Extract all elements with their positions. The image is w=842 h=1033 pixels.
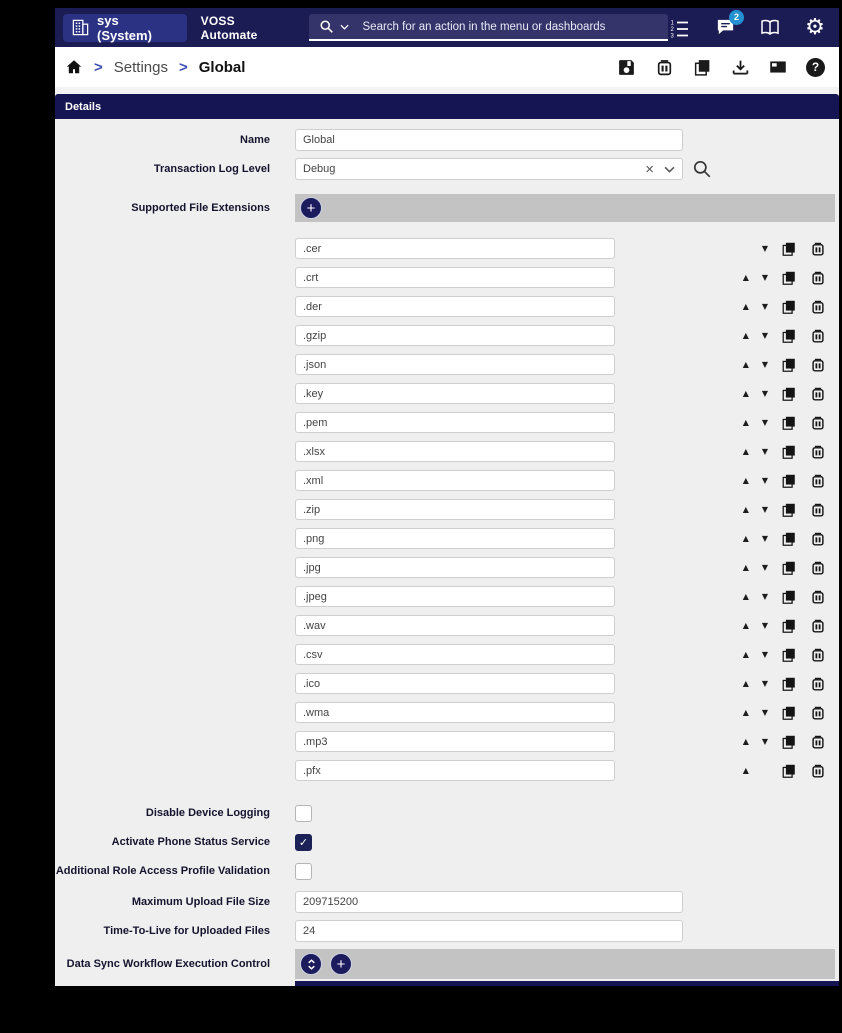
row-controls — [743, 241, 839, 257]
name-input[interactable] — [295, 129, 683, 151]
copy-icon[interactable] — [781, 328, 797, 344]
extension-row — [295, 640, 839, 669]
add-workflow-button[interactable]: + — [330, 953, 352, 975]
delete-icon[interactable] — [810, 734, 826, 750]
extension-row — [295, 582, 839, 611]
field-label: Data Sync Workflow Execution Control — [66, 957, 270, 970]
delete-icon[interactable] — [810, 705, 826, 721]
svg-text:1: 1 — [670, 20, 674, 26]
copy-icon[interactable] — [781, 241, 797, 257]
copy-icon[interactable] — [781, 531, 797, 547]
breadcrumb-settings[interactable]: Settings — [113, 58, 168, 76]
divider — [55, 87, 839, 94]
log-level-select[interactable] — [295, 158, 683, 180]
checkbox-row — [55, 828, 839, 857]
extension-row — [295, 234, 839, 263]
row-controls — [743, 560, 839, 576]
checkbox[interactable] — [295, 863, 312, 880]
extension-input[interactable] — [295, 644, 615, 665]
field-label: Name — [240, 133, 270, 146]
extension-input[interactable] — [295, 238, 615, 259]
extension-row — [295, 524, 839, 553]
copy-icon[interactable] — [781, 676, 797, 692]
topbar-actions — [668, 12, 827, 40]
chat-icon[interactable] — [713, 12, 739, 40]
data-sync-header-row — [55, 949, 839, 979]
move-down-icon[interactable]: ▼ — [761, 272, 768, 282]
copy-icon[interactable] — [781, 415, 797, 431]
extension-input[interactable] — [295, 673, 615, 694]
next-section-bar — [295, 981, 839, 986]
record-toolbar — [616, 57, 829, 77]
move-down-icon[interactable]: ▼ — [761, 446, 768, 456]
row-controls — [743, 328, 839, 344]
copy-icon[interactable] — [781, 386, 797, 402]
delete-icon[interactable] — [810, 763, 826, 779]
move-down-icon[interactable]: ▼ — [761, 243, 768, 253]
tenant-label: sys (System) — [97, 12, 152, 43]
move-up-icon[interactable]: ▲ — [742, 736, 749, 746]
help-icon[interactable]: ? — [806, 58, 825, 77]
move-down-icon[interactable]: ▼ — [761, 388, 768, 398]
notification-badge: 2 — [729, 10, 744, 25]
extension-row — [295, 437, 839, 466]
copy-icon[interactable] — [692, 57, 712, 77]
extension-input[interactable] — [295, 470, 615, 491]
move-up-icon[interactable]: ▲ — [742, 359, 749, 369]
field-label: Time-To-Live for Uploaded Files — [103, 924, 270, 937]
move-down-icon[interactable]: ▼ — [761, 649, 768, 659]
move-up-icon[interactable]: ▲ — [742, 533, 749, 543]
copy-icon[interactable] — [781, 299, 797, 315]
field-label: Additional Role Access Profile Validation — [55, 865, 270, 878]
move-down-icon[interactable]: ▼ — [761, 591, 768, 601]
row-controls — [743, 531, 839, 547]
log-level-field-row — [55, 158, 839, 180]
brand-title: VOSS Automate — [200, 13, 258, 42]
delete-icon[interactable] — [810, 618, 826, 634]
move-down-icon[interactable]: ▼ — [761, 736, 768, 746]
extension-input[interactable] — [295, 760, 615, 781]
checkbox-group — [55, 799, 839, 886]
ttl-input[interactable] — [295, 920, 683, 942]
checkbox-row — [55, 799, 839, 828]
row-controls — [743, 502, 839, 518]
field-label: Disable Device Logging — [145, 807, 270, 820]
move-up-icon[interactable]: ▲ — [742, 504, 749, 514]
extension-row — [295, 756, 839, 785]
extension-row — [295, 350, 839, 379]
copy-icon[interactable] — [781, 444, 797, 460]
move-up-icon[interactable]: ▲ — [742, 475, 749, 485]
data-sync-group-bar — [295, 949, 835, 979]
details-label: Details — [65, 100, 102, 113]
breadcrumb-bar — [55, 47, 839, 87]
chevron-down-icon[interactable] — [664, 166, 675, 173]
copy-icon[interactable] — [781, 763, 797, 779]
row-controls — [743, 647, 839, 663]
delete-icon[interactable] — [810, 444, 826, 460]
copy-icon[interactable] — [781, 734, 797, 750]
move-up-icon[interactable]: ▲ — [742, 591, 749, 601]
extension-input[interactable] — [295, 731, 615, 752]
action-search-input[interactable] — [309, 14, 669, 41]
tab-details[interactable] — [55, 94, 839, 119]
row-controls — [743, 676, 839, 692]
move-down-icon[interactable]: ▼ — [761, 620, 768, 630]
extension-input[interactable] — [295, 383, 615, 404]
name-field-row — [55, 129, 839, 151]
move-up-icon[interactable]: ▲ — [742, 765, 749, 775]
move-up-icon[interactable]: ▲ — [742, 562, 749, 572]
row-controls — [743, 357, 839, 373]
extension-row — [295, 263, 839, 292]
building-icon — [71, 18, 90, 37]
copy-icon[interactable] — [781, 473, 797, 489]
field-label: Supported File Extensions — [131, 201, 270, 214]
clear-icon[interactable]: × — [645, 160, 654, 178]
delete-icon[interactable] — [810, 502, 826, 518]
move-down-icon[interactable]: ▼ — [761, 301, 768, 311]
search-placeholder: Search for an action in the menu or dashboards — [362, 20, 606, 33]
copy-icon[interactable] — [781, 560, 797, 576]
copy-icon[interactable] — [781, 502, 797, 518]
move-up-icon[interactable]: ▲ — [742, 678, 749, 688]
delete-icon[interactable] — [810, 589, 826, 605]
copy-icon[interactable] — [781, 270, 797, 286]
delete-icon[interactable] — [810, 531, 826, 547]
copy-icon[interactable] — [781, 705, 797, 721]
row-controls — [743, 415, 839, 431]
ttl-field-row — [55, 920, 839, 942]
move-up-icon[interactable]: ▲ — [742, 330, 749, 340]
move-up-icon[interactable]: ▲ — [742, 649, 749, 659]
top-nav-bar — [55, 8, 839, 47]
checkbox[interactable]: ✓ — [295, 834, 312, 851]
lookup-icon[interactable] — [692, 159, 712, 179]
delete-icon[interactable] — [810, 647, 826, 663]
extension-input[interactable] — [295, 441, 615, 462]
delete-icon[interactable] — [810, 560, 826, 576]
svg-text:2: 2 — [670, 26, 674, 33]
copy-icon[interactable] — [781, 589, 797, 605]
extension-row — [295, 466, 839, 495]
extension-input[interactable] — [295, 615, 615, 636]
extension-list — [55, 234, 839, 785]
move-down-icon[interactable]: ▼ — [761, 417, 768, 427]
extensions-group-bar — [295, 194, 835, 222]
row-controls — [743, 386, 839, 402]
home-icon[interactable] — [65, 58, 83, 76]
app-window — [55, 8, 839, 986]
extension-input[interactable] — [295, 412, 615, 433]
extension-row — [295, 292, 839, 321]
extension-input[interactable] — [295, 557, 615, 578]
move-up-icon[interactable]: ▲ — [742, 446, 749, 456]
copy-icon[interactable] — [781, 357, 797, 373]
row-controls — [743, 763, 839, 779]
gear-icon[interactable]: ⚙ — [805, 14, 825, 40]
delete-icon[interactable] — [810, 386, 826, 402]
row-controls — [743, 589, 839, 605]
extension-row — [295, 611, 839, 640]
move-up-icon[interactable]: ▲ — [742, 388, 749, 398]
svg-text:3: 3 — [670, 33, 674, 38]
delete-icon[interactable] — [810, 676, 826, 692]
extension-input[interactable] — [295, 296, 615, 317]
delete-icon[interactable] — [810, 357, 826, 373]
extension-row — [295, 495, 839, 524]
extension-row — [295, 698, 839, 727]
checkbox-row — [55, 857, 839, 886]
download-icon[interactable] — [730, 57, 750, 77]
checkbox[interactable] — [295, 805, 312, 822]
copy-icon[interactable] — [781, 647, 797, 663]
tenant-selector[interactable] — [63, 14, 187, 42]
move-down-icon[interactable]: ▼ — [761, 533, 768, 543]
extension-input[interactable] — [295, 325, 615, 346]
row-controls — [743, 270, 839, 286]
move-down-icon[interactable]: ▼ — [761, 707, 768, 717]
extension-input[interactable] — [295, 586, 615, 607]
max-upload-input[interactable] — [295, 891, 683, 913]
row-controls — [743, 299, 839, 315]
extension-row — [295, 553, 839, 582]
field-label: Activate Phone Status Service — [111, 836, 270, 849]
delete-icon[interactable] — [810, 415, 826, 431]
delete-icon[interactable] — [810, 328, 826, 344]
move-down-icon[interactable]: ▼ — [761, 475, 768, 485]
move-down-icon[interactable]: ▼ — [761, 678, 768, 688]
copy-icon[interactable] — [781, 618, 797, 634]
field-label: Maximum Upload File Size — [131, 895, 270, 908]
global-settings-form — [55, 119, 839, 986]
row-controls — [743, 444, 839, 460]
extension-input[interactable] — [295, 354, 615, 375]
move-up-icon[interactable]: ▲ — [742, 272, 749, 282]
breadcrumb-chevron: > — [94, 58, 103, 76]
row-controls — [743, 473, 839, 489]
move-down-icon[interactable]: ▼ — [761, 504, 768, 514]
delete-icon[interactable] — [654, 57, 674, 77]
extension-row — [295, 727, 839, 756]
delete-icon[interactable] — [810, 473, 826, 489]
max-upload-field-row — [55, 891, 839, 913]
breadcrumb-chevron: > — [178, 58, 188, 76]
row-controls — [743, 705, 839, 721]
move-up-icon[interactable]: ▲ — [742, 417, 749, 427]
move-down-icon[interactable]: ▼ — [761, 330, 768, 340]
tag-icon[interactable] — [768, 57, 788, 77]
extension-input[interactable] — [295, 702, 615, 723]
breadcrumb-current: Global — [198, 58, 246, 76]
sort-icon[interactable] — [300, 953, 322, 975]
extensions-header-row — [55, 194, 839, 222]
move-up-icon[interactable]: ▲ — [742, 301, 749, 311]
save-icon[interactable] — [616, 57, 636, 77]
field-label: Transaction Log Level — [153, 162, 270, 175]
extension-row — [295, 408, 839, 437]
row-controls — [743, 618, 839, 634]
numbered-list-icon[interactable] — [668, 16, 692, 40]
book-icon[interactable] — [758, 16, 782, 40]
chevron-down-icon[interactable] — [340, 24, 349, 30]
extension-row — [295, 321, 839, 350]
row-controls — [743, 734, 839, 750]
search-icon — [319, 19, 334, 34]
log-level-value: Debug — [303, 163, 336, 175]
delete-icon[interactable] — [810, 241, 826, 257]
add-extension-button[interactable]: + — [300, 197, 322, 219]
move-up-icon[interactable]: ▲ — [742, 707, 749, 717]
extension-input[interactable] — [295, 267, 615, 288]
delete-icon[interactable] — [810, 270, 826, 286]
move-down-icon[interactable]: ▼ — [761, 359, 768, 369]
move-up-icon[interactable]: ▲ — [742, 620, 749, 630]
extension-input[interactable] — [295, 528, 615, 549]
extension-row — [295, 379, 839, 408]
extension-input[interactable] — [295, 499, 615, 520]
extension-row — [295, 669, 839, 698]
move-down-icon[interactable]: ▼ — [761, 562, 768, 572]
delete-icon[interactable] — [810, 299, 826, 315]
